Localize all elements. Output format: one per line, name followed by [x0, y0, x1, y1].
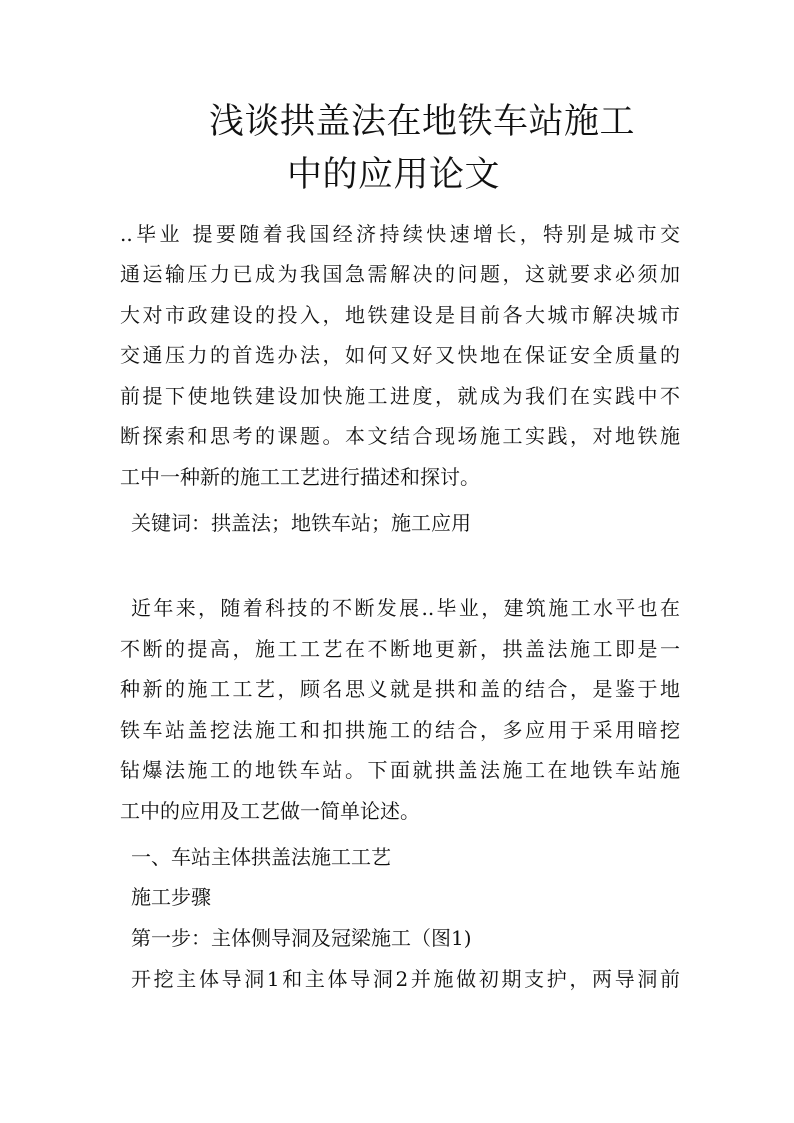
abstract-line: 前提下使地铁建设加快施工进度，就成为我们在实践中不	[120, 384, 680, 408]
keywords-line: 关键词：拱盖法；地铁车站；施工应用	[131, 511, 471, 535]
body-line: 开挖主体导洞1和主体导洞2并施做初期支护，两导洞前	[131, 967, 680, 991]
document-title-line-2: 中的应用论文	[287, 155, 501, 195]
abstract-line: 交通压力的首选办法，如何又好又快地在保证安全质量的	[120, 343, 680, 367]
abstract-line: 断探索和思考的课题。本文结合现场施工实践，对地铁施	[120, 424, 680, 448]
abstract-line: 工中一种新的施工工艺进行描述和探讨。	[120, 465, 480, 489]
intro-line: 不断的提高，施工工艺在不断地更新，拱盖法施工即是一	[120, 637, 680, 661]
abstract-line: 通运输压力已成为我国急需解决的问题，这就要求必须加	[120, 262, 680, 286]
step-heading: 第一步：主体侧导洞及冠梁施工（图1)	[131, 926, 472, 950]
intro-line: 近年来，随着科技的不断发展..毕业，建筑施工水平也在	[131, 596, 680, 620]
subheading: 施工步骤	[131, 885, 211, 909]
section-heading: 一、车站主体拱盖法施工工艺	[131, 845, 391, 869]
document-title-line-1: 浅谈拱盖法在地铁车站施工	[209, 102, 636, 142]
intro-line: 种新的施工工艺，顾名思义就是拱和盖的结合，是鉴于地	[120, 677, 680, 701]
intro-line: 钻爆法施工的地铁车站。下面就拱盖法施工在地铁车站施	[120, 758, 680, 782]
intro-line: 工中的应用及工艺做一简单论述。	[120, 799, 420, 823]
abstract-line: 大对市政建设的投入，地铁建设是目前各大城市解决城市	[120, 303, 680, 327]
intro-line: 铁车站盖挖法施工和扣拱施工的结合，多应用于采用暗挖	[120, 718, 680, 742]
abstract-line: ..毕业 提要随着我国经济持续快速增长，特别是城市交	[120, 222, 680, 246]
